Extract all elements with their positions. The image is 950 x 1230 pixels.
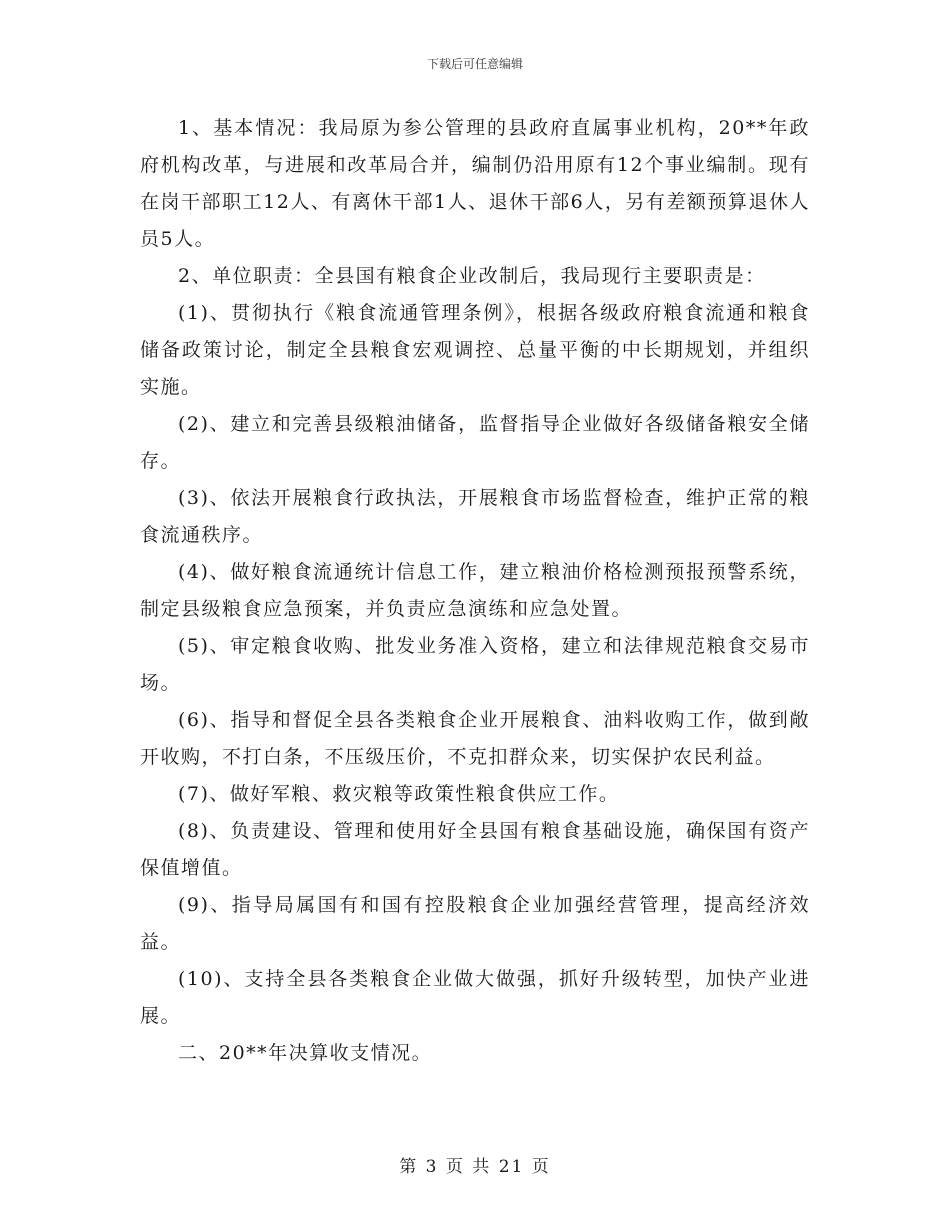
paragraph-duty-4: (4)、做好粮食流通统计信息工作，建立粮油价格检测预报预警系统，制定县级粮食应急预案，并负责应急演练和应急处置。	[140, 561, 810, 620]
paragraph-duty-1: (1)、贯彻执行《粮食流通管理条例》，根据各级政府粮食流通和粮食储备政策讨论，制定全县粮食宏观调控、总量平衡的中长期规划，并组织实施。	[140, 302, 810, 398]
paragraph-duty-2: (2)、建立和完善县级粮油储备，监督指导企业做好各级储备粮安全储存。	[140, 413, 810, 472]
paragraph-duty-5: (5)、审定粮食收购、批发业务准入资格，建立和法律规范粮食交易市场。	[140, 635, 810, 694]
section-heading-budget: 二、20**年决算收支情况。	[178, 1042, 433, 1064]
paragraph-duty-7: (7)、做好军粮、救灾粮等政策性粮食供应工作。	[178, 783, 620, 805]
page-number: 第 3 页 共 21 页	[399, 1157, 551, 1177]
paragraph-duty-3: (3)、依法开展粮食行政执法，开展粮食市场监督检查，维护正常的粮食流通秩序。	[140, 487, 810, 546]
header-note: 下载后可任意编辑	[426, 57, 523, 71]
paragraph-duty-8: (8)、负责建设、管理和使用好全县国有粮食基础设施，确保国有资产保值增值。	[140, 820, 810, 879]
paragraph-duty-10: (10)、支持全县各类粮食企业做大做强，抓好升级转型，加快产业进展。	[140, 968, 810, 1027]
paragraph-basic-info: 1、基本情况：我局原为参公管理的县政府直属事业机构，20**年政府机构改革，与进展和改革局合并，编制仍沿用原有12个事业编制。现有在岗干部职工12人、有离休干部1人、退休干部6人，另有差额预算退休人员5人。	[140, 117, 810, 250]
paragraph-duty-9: (9)、指导局属国有和国有控股粮食企业加强经营管理，提高经济效益。	[140, 894, 810, 953]
paragraph-duty-6: (6)、指导和督促全县各类粮食企业开展粮食、油料收购工作，做到敞开收购，不打白条，不压级压价，不克扣群众来，切实保护农民利益。	[140, 709, 810, 768]
document-body	[140, 110, 810, 1072]
paragraph-duties-intro: 2、单位职责：全县国有粮食企业改制后，我局现行主要职责是：	[178, 265, 766, 287]
